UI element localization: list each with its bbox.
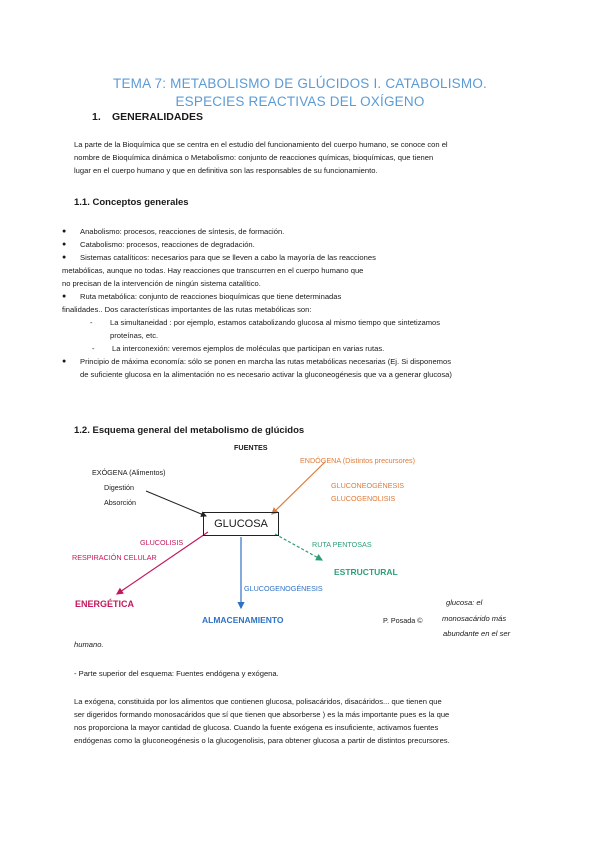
author-credit: P. Posada © [383, 616, 423, 625]
bullet-icon: ● [62, 293, 67, 300]
bullet-text: de suficiente glucosa en la alimentación no es necesario activar la gluconeogénesis que va a generar glucosa) [80, 370, 452, 379]
glucogenogenesis-label: GLUCOGENOGÉNESIS [244, 584, 323, 593]
bullet-icon: ● [62, 228, 67, 235]
section12-heading: 1.2. Esquema general del metabolismo de glúcidos [74, 425, 305, 436]
continuation-line: metabólicas, aunque no todas. Hay reacciones que transcurren en el cuerpo humano que [62, 266, 364, 275]
paragraph-line: endógenas como la gluconeogénesis o la glucogenolisis, para obtener glucosa a partir de distintos precursores. [74, 736, 450, 745]
intro-line: nombre de Bioquímica dinámica o Metabolismo: conjunto de reacciones químicas, bioquímicas, que tienen [74, 153, 434, 162]
gluconeogenesis-label: GLUCONEOGÉNESIS [331, 481, 405, 490]
endogena-label: ENDÓGENA (Distintos precursores) [300, 456, 416, 465]
document-title-line1: TEMA 7: METABOLISMO DE GLÚCIDOS I. CATABOLISMO. [113, 76, 487, 91]
continuation-line: finalidades.. Dos características importantes de las rutas metabólicas son: [62, 305, 312, 314]
section1-heading: GENERALIDADES [112, 111, 204, 123]
estructural-label: ESTRUCTURAL [334, 567, 398, 577]
fuentes-label: FUENTES [234, 443, 268, 452]
bullet-text: Principio de máxima economía: sólo se ponen en marcha las rutas metabólicas necesarias (Ej. Si disponemos [80, 357, 452, 366]
bullet-text: Catabolismo: procesos, reacciones de degradación. [80, 240, 255, 249]
exogena-label: EXÓGENA (Alimentos) [92, 468, 166, 477]
glucosa-note-line: humano. [74, 640, 104, 649]
bullet-icon: ● [62, 358, 67, 365]
section11-heading: 1.1. Conceptos generales [74, 197, 189, 208]
glucolisis-label: GLUCOLISIS [140, 538, 184, 547]
paragraph-line: ser digeridos formando monosacáridos que sí que tienen que absorberse ) es la más importante pues es la que [74, 710, 450, 719]
intro-line: La parte de la Bioquímica que se centra en el estudio del funcionamiento del cuerpo humano, se conoce con el [74, 140, 448, 149]
bullet-text: Ruta metabólica: conjunto de reacciones bioquímicas que tiene determinadas [80, 292, 342, 301]
almacenamiento-label: ALMACENAMIENTO [202, 615, 284, 625]
continuation-line: no precisan de la intervención de ningún sistema catalítico. [62, 279, 261, 288]
paragraph-line: nos proporciona la mayor cantidad de glucosa. Cuando la fuente exógena es insuficiente, activamos fuentes [74, 723, 439, 732]
dash-text: La interconexión: veremos ejemplos de moléculas que participan en varias rutas. [112, 344, 385, 353]
glucogenolisis-label: GLUCOGENOLISIS [331, 494, 396, 503]
bullet-icon: ● [62, 241, 67, 248]
glucosa-note-line: abundante en el ser [443, 629, 511, 638]
energetica-label: ENERGÉTICA [75, 599, 135, 609]
glucosa-box: GLUCOSA [203, 512, 279, 536]
exogena-paragraph [74, 695, 544, 747]
digestion-label: Digestión [104, 483, 134, 492]
bullet-text: Anabolismo: procesos, reacciones de síntesis, de formación. [80, 227, 285, 236]
paragraph-line: La exógena, constituida por los alimentos que contienen glucosa, polisacáridos, disacáridos... que tienen que [74, 697, 442, 706]
intro-line: lugar en el cuerpo humano y que en definitiva son las responsables de su funcionamiento. [74, 166, 378, 175]
exogena-arrow [146, 491, 206, 516]
document-title-line2: ESPECIES REACTIVAS DEL OXÍGENO [175, 94, 425, 109]
fuentes-subheading: - Parte superior del esquema: Fuentes endógena y exógena. [74, 669, 279, 678]
glucosa-note-line: glucosa: el [446, 598, 483, 607]
dash-icon: - [90, 318, 93, 327]
dash-icon: - [92, 344, 95, 353]
dash-text: La simultaneidad : por ejemplo, estamos catabolizando glucosa al mismo tiempo que sintetizamos [110, 318, 441, 327]
absorcion-label: Absorción [104, 498, 136, 507]
ruta-pentosas-label: RUTA PENTOSAS [312, 540, 372, 549]
dash-text: proteínas, etc. [110, 331, 159, 340]
section1-number: 1. [92, 111, 101, 123]
bullet-icon: ● [62, 254, 67, 261]
glucosa-note-line: monosacárido más [442, 614, 507, 623]
respiracion-label: RESPIRACIÓN CELULAR [72, 553, 157, 562]
bullet-text: Sistemas catalíticos: necesarios para que se lleven a cabo la mayoría de las reacciones [80, 253, 376, 262]
endogena-arrow [272, 462, 325, 514]
